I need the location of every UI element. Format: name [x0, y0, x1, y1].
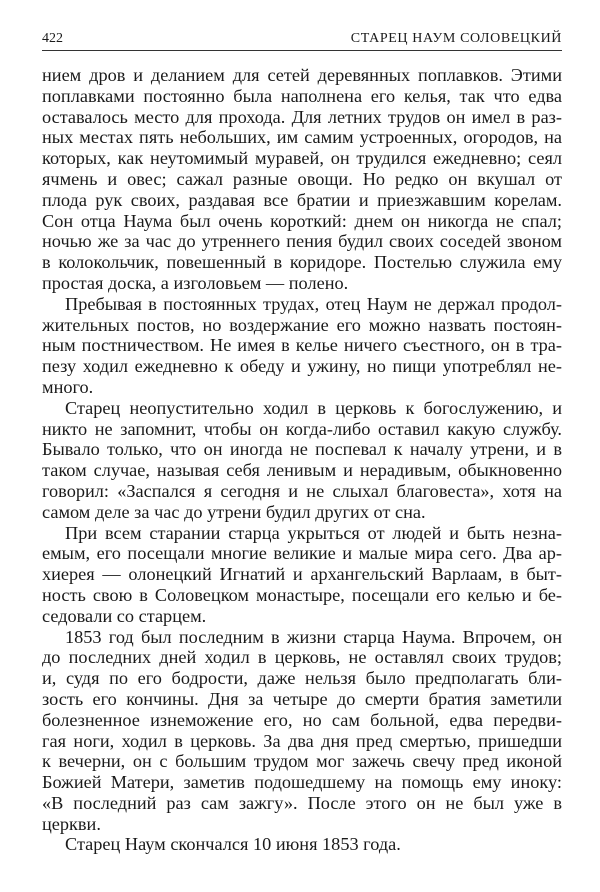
text-line: в колокольчик, повешенный в коридоре. Постелью служила ему [42, 252, 562, 273]
text-line: «В последний раз сам зажгу». После этого он не был уже в [42, 792, 562, 813]
text-line: говорил: «Заспался я сегодня и не слыхал благовеста», хотя на [42, 480, 562, 501]
text-line: Сон отца Наума был очень короткий: днем он никогда не спал; [42, 210, 562, 231]
text-line: самом деле за час до утрени будил других от сна. [42, 501, 426, 522]
text-line: Пребывая в постоянных трудах, отец Наум не держал продол- [65, 293, 562, 314]
text-line: седовали со старцем. [42, 605, 207, 626]
paragraph [42, 523, 562, 627]
running-header [42, 30, 562, 51]
text-line: жительных постов, но воздержание его можно назвать постоян- [42, 314, 562, 335]
text-line: ность свою в Соловецком монастыре, посещали его келью и бе- [42, 584, 562, 605]
text-line: ным постничеством. Не имея в келье ничего съестного, он в тра- [42, 335, 562, 356]
page-number: 422 [42, 31, 63, 46]
text-line: и, судя по его бодрости, даже нельзя было предполагать бли- [42, 668, 562, 689]
text-line: оставалось место для прохода. Для летних трудов он имел в раз- [42, 106, 562, 127]
text-line: хиерея — олонецкий Игнатий и архангельский Варлаам, в быт- [42, 564, 562, 585]
text-line: емым, его посещали многие великие и малые мира сего. Два ар- [42, 543, 562, 564]
text-line: болезненное изнеможение его, но сам больной, едва передви- [42, 709, 562, 730]
paragraph [42, 294, 562, 398]
text-line: ночью же за час до утреннего пения будил своих соседей звоном [42, 231, 562, 252]
text-line: Старец неопустительно ходил в церковь к богослужению, и [65, 397, 562, 418]
text-line: 1853 год был последним в жизни старца Наума. Впрочем, он [65, 626, 562, 647]
text-line: зость его кончины. Дня за четыре до смерти братия заметили [42, 688, 562, 709]
text-line: ных местах пять небольших, им самим устроенных, огородов, на [42, 127, 562, 148]
text-line: Старец Наум скончался 10 июня 1853 года. [65, 834, 401, 855]
text-line: к вечерни, он с большим трудом мог зажечь свечу пред иконой [42, 751, 562, 772]
text-line: Божией Матери, заметив подошедшему на помощь ему иноку: [42, 772, 562, 793]
text-line: никто не запомнит, чтобы он когда-либо оставил какую службу. [42, 418, 562, 439]
text-line: много. [42, 376, 94, 397]
text-line: гая ноги, ходил в церковь. За два дня пред смертью, пришедши [42, 730, 562, 751]
text-line: пезу ходил ежедневно к обеду и ужину, но пищи употреблял не- [42, 356, 562, 377]
text-line: поплавками постоянно была наполнена его келья, так что едва [42, 85, 562, 106]
paragraph [42, 65, 562, 294]
text-line: таком случае, называя себя ленивым и нерадивым, обыкновенно [42, 460, 562, 481]
paragraph [42, 627, 562, 835]
text-line: ячмень и овес; сажал разные овощи. Но редко он вкушал от [42, 168, 562, 189]
running-title: СТАРЕЦ НАУМ СОЛОВЕЦКИЙ [350, 31, 562, 46]
text-line: простая доска, а изголовьем — полено. [42, 272, 349, 293]
text-line: При всем старании старца укрыться от людей и быть незна- [65, 522, 562, 543]
text-line: Бывало только, что он иногда не поспевал к началу утрени, и в [42, 439, 562, 460]
text-line: плода рук своих, раздавая все братии и приезжавшим корелам. [42, 189, 562, 210]
text-line: которых, как неутомимый муравей, он трудился ежедневно; сеял [42, 148, 562, 169]
paragraph [42, 834, 562, 855]
page-body [42, 65, 562, 855]
paragraph [42, 398, 562, 523]
text-line: нием дров и деланием для сетей деревянных поплавков. Этими [42, 65, 562, 85]
text-line: до последних дней ходил в церковь, не оставлял своих трудов; [42, 647, 562, 668]
text-line: церкви. [42, 813, 101, 834]
